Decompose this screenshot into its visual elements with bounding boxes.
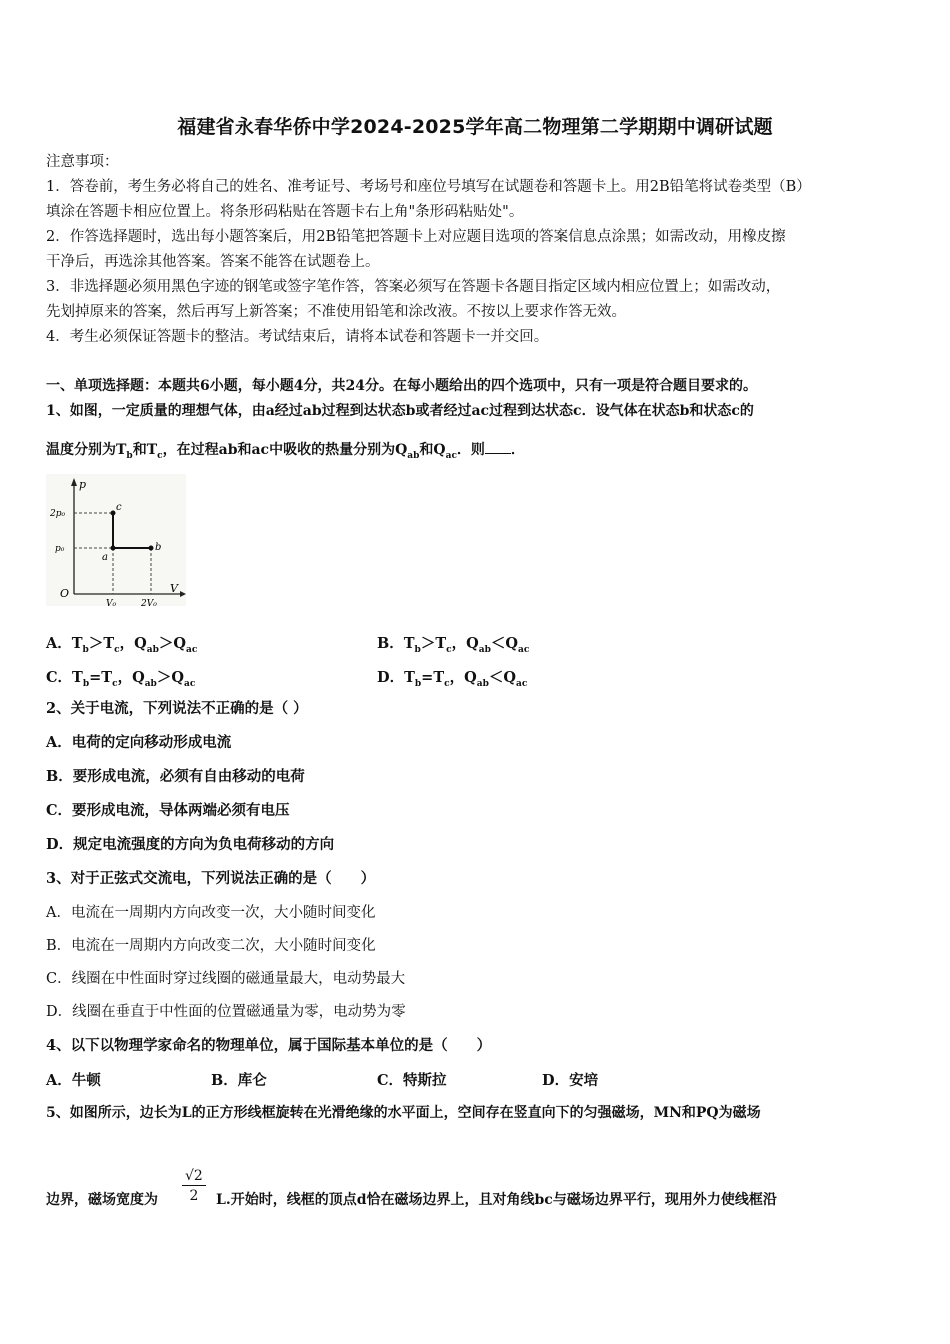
notice-line: 干净后，再选涂其他答案。答案不能答在试题卷上。	[46, 254, 380, 270]
notice-line: 2．作答选择题时，选出每小题答案后，用2B铅笔把答题卡上对应题目选项的答案信息点涂黑；如需改动，用橡皮擦	[46, 229, 786, 245]
q4-stem: 4、以下以物理学家命名的物理单位，属于国际基本单位的是（ ）	[46, 1037, 492, 1054]
q2-option-c[interactable]: C．要形成电流，导体两端必须有电压	[46, 802, 290, 819]
label-b: b	[155, 542, 162, 553]
tick-p0: p₀	[55, 544, 65, 554]
q2-option-a[interactable]: A．电荷的定向移动形成电流	[46, 734, 232, 751]
width-fraction	[182, 1168, 206, 1204]
q4-option-b[interactable]: B．库仑	[211, 1072, 267, 1089]
tick-2v0: 2V₀	[141, 599, 157, 606]
q2-option-d[interactable]: D．规定电流强度的方向为负电荷移动的方向	[46, 836, 335, 853]
q4-option-c[interactable]: C．特斯拉	[377, 1072, 447, 1089]
q1-option-b[interactable]: B．$T_b>T_c$，$Q_{ab}<Q_{ac}$	[377, 635, 530, 655]
q3-option-b[interactable]: B．电流在一周期内方向改变二次，大小随时间变化	[46, 938, 376, 954]
q1-option-c[interactable]: C．$T_b=T_c$，$Q_{ab}>Q_{ac}$	[46, 669, 196, 689]
origin-label: O	[60, 587, 70, 600]
section-heading: 一、单项选择题：本题共6小题，每小题4分，共24分。在每小题给出的四个选项中，只有一项是符合题目要求的。	[46, 378, 757, 394]
tick-v0: V₀	[106, 599, 117, 606]
page-title: 福建省永春华侨中学2024-2025学年高二物理第二学期期中调研试题	[177, 116, 773, 138]
q3-option-a[interactable]: A．电流在一周期内方向改变一次，大小随时间变化	[46, 905, 376, 921]
q4-option-a[interactable]: A．牛顿	[46, 1072, 101, 1089]
pv-graph	[46, 474, 186, 606]
label-c: c	[116, 502, 122, 513]
q3-option-c[interactable]: C．线圈在中性面时穿过线圈的磁通量最大，电动势最大	[46, 971, 406, 987]
q2-stem: 2、关于电流，下列说法不正确的是（ ）	[46, 700, 308, 717]
tick-2p0: 2p₀	[50, 509, 66, 519]
q5-stem-line2-end: L.开始时，线框的顶点d恰在磁场边界上，且对角线bc与磁场边界平行，现用外力使线框沿	[216, 1192, 777, 1208]
q4-option-d[interactable]: D．安培	[542, 1072, 599, 1089]
q5-stem-line1: 5、如图所示，边长为L的正方形线框旋转在光滑绝缘的水平面上，空间存在竖直向下的匀强磁场，MN和PQ为磁场	[46, 1105, 761, 1121]
notice-line: 1．答卷前，考生务必将自己的姓名、准考证号、考场号和座位号填写在试题卷和答题卡上。用2B铅笔将试卷类型（B）	[46, 179, 811, 195]
notice-line: 填涂在答题卡相应位置上。将条形码粘贴在答题卡右上角"条形码粘贴处"。	[46, 204, 524, 220]
fraction-numerator: √2	[182, 1168, 206, 1186]
fraction-denominator: 2	[189, 1188, 199, 1204]
q1-stem-line1: 1、如图，一定质量的理想气体，由a经过ab过程到达状态b或者经过ac过程到达状态c．设气体在状态b和状态c的	[46, 403, 754, 419]
label-a: a	[102, 552, 108, 563]
v-axis-label: V	[170, 582, 178, 595]
state-b-point	[149, 546, 154, 551]
p-axis-label: p	[79, 478, 87, 491]
state-c-point	[111, 511, 116, 516]
notice-heading: 注意事项：	[46, 154, 119, 170]
q1-option-d[interactable]: D．$T_b=T_c$，$Q_{ab}<Q_{ac}$	[377, 669, 528, 689]
answer-blank	[485, 439, 511, 454]
notice-line: 3．非选择题必须用黑色字迹的钢笔或签字笔作答，答案必须写在答题卡各题目指定区域内相应位置上；如需改动，	[46, 279, 781, 295]
q1-stem-line2: 温度分别为$T_b$和$T_c$，在过程ab和ac中吸收的热量分别为$Q_{ab}$和$Q_{ac}$．则 ．	[46, 439, 525, 466]
state-a-point	[111, 546, 116, 551]
q3-stem: 3、对于正弦式交流电，下列说法正确的是（ ）	[46, 870, 376, 887]
q2-option-b[interactable]: B．要形成电流，必须有自由移动的电荷	[46, 768, 305, 785]
q5-stem-line2-start: 边界，磁场宽度为	[46, 1192, 158, 1208]
q1-option-a[interactable]: A．$T_b>T_c$，$Q_{ab}>Q_{ac}$	[46, 635, 198, 655]
notice-line: 4．考生必须保证答题卡的整洁。考试结束后，请将本试卷和答题卡一并交回。	[46, 329, 549, 345]
q3-option-d[interactable]: D．线圈在垂直于中性面的位置磁通量为零，电动势为零	[46, 1004, 406, 1020]
notice-line: 先划掉原来的答案，然后再写上新答案；不准使用铅笔和涂改液。不按以上要求作答无效。	[46, 304, 626, 320]
